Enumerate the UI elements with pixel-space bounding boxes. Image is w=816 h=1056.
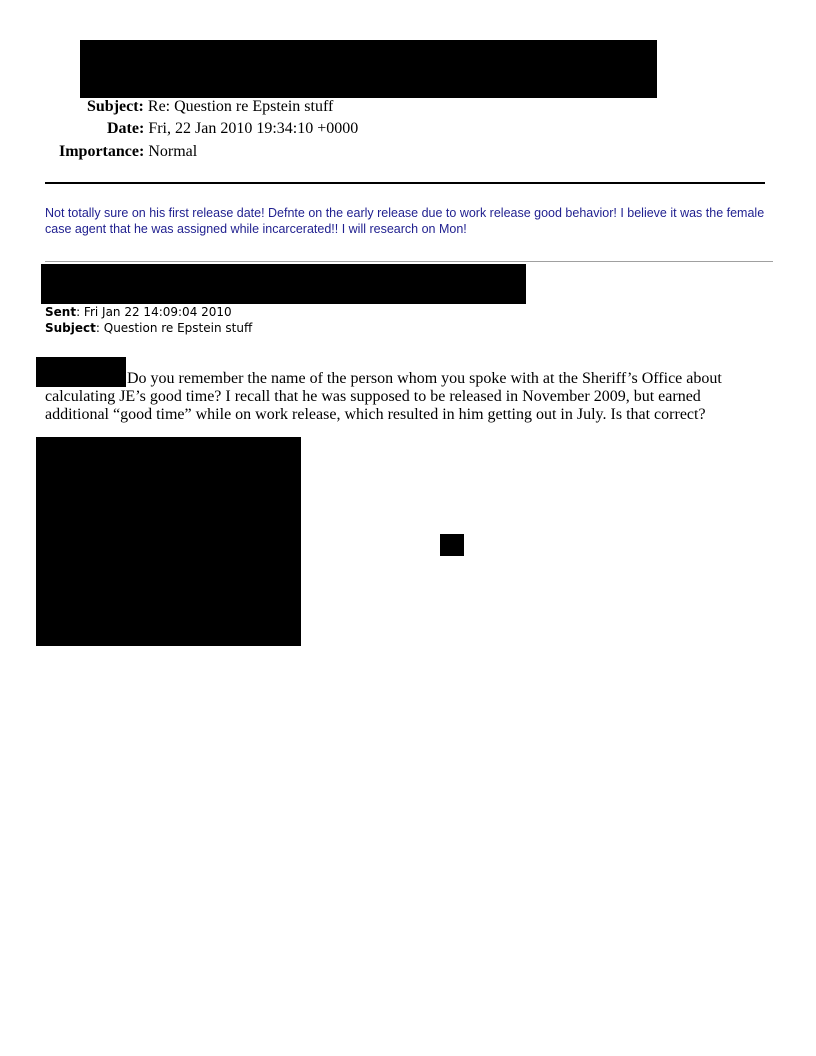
importance-value: Normal bbox=[148, 143, 198, 160]
sent-label: Sent bbox=[45, 305, 77, 319]
message-line-1: Do you remember the name of the person whom you spoke with at the Sheriff’s Office about bbox=[127, 370, 722, 387]
header-divider bbox=[45, 182, 765, 184]
sent-row bbox=[45, 304, 232, 320]
fwd-subject-row bbox=[45, 320, 252, 336]
quoted-divider bbox=[45, 261, 773, 262]
sent-value: : Fri Jan 22 14:09:04 2010 bbox=[76, 305, 232, 319]
redaction-quoted-from bbox=[41, 264, 526, 304]
message-body bbox=[45, 370, 745, 424]
importance-row bbox=[59, 142, 197, 162]
redaction-small-square bbox=[440, 534, 464, 556]
date-row bbox=[107, 119, 358, 139]
date-value: Fri, 22 Jan 2010 19:34:10 +0000 bbox=[148, 120, 359, 137]
date-label: Date: bbox=[107, 120, 145, 137]
message-line-3: additional “good time” while on work release, which resulted in him getting out in July. Is that correct? bbox=[45, 406, 706, 423]
importance-label: Importance: bbox=[59, 143, 145, 160]
message-line-2: calculating JE’s good time? I recall that he was supposed to be released in November 2009, but earned bbox=[45, 388, 701, 405]
subject-row bbox=[87, 97, 333, 117]
redaction-header-from-to bbox=[80, 40, 657, 98]
subject-label: Subject: bbox=[87, 98, 144, 115]
redaction-signature-block bbox=[36, 437, 301, 646]
fwd-subject-label: Subject bbox=[45, 321, 96, 335]
subject-value: Re: Question re Epstein stuff bbox=[147, 98, 334, 115]
reply-text: Not totally sure on his first release date! Defnte on the early release due to work release good behavior! I believe it was the female case agent that he was assigned while incarcerated!! I will research on Mon! bbox=[45, 206, 765, 236]
fwd-subject-value: : Question re Epstein stuff bbox=[95, 321, 253, 335]
